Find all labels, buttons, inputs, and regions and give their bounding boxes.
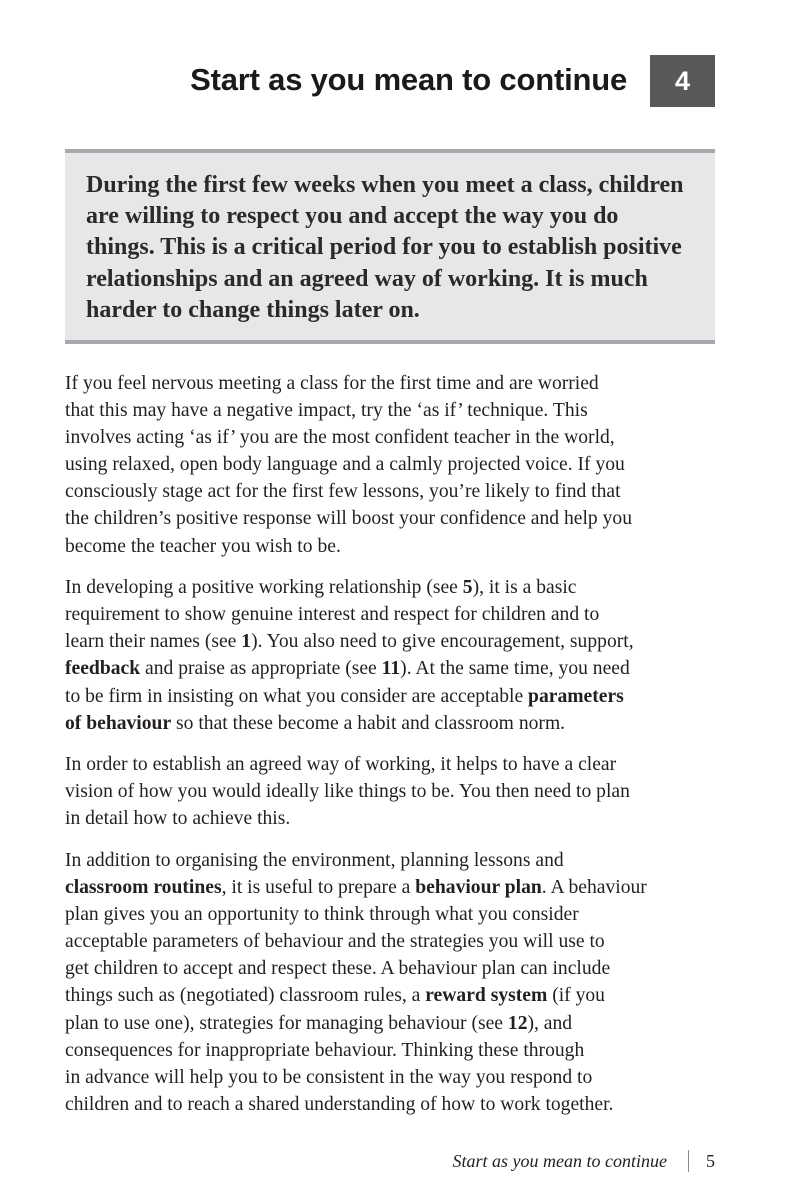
footer-divider (688, 1150, 689, 1172)
page-footer (453, 1148, 715, 1174)
text-line: to be firm in insisting on what you consider are acceptable parameters (65, 685, 624, 707)
text-line: If you feel nervous meeting a class for the first time and are worried (65, 373, 599, 394)
text-line: In addition to organising the environment, planning lessons and (65, 850, 564, 871)
text-line: that this may have a negative impact, try the ‘as if’ technique. This (65, 400, 588, 422)
text-line: vision of how you would ideally like things to be. You then need to plan (65, 781, 630, 803)
glossary-term: classroom routines (65, 877, 222, 899)
text-line: children and to reach a shared understanding of how to work together. (65, 1093, 614, 1115)
callout-line: are willing to respect you and accept the way you do (86, 203, 619, 230)
text-line: in detail how to achieve this. (65, 808, 291, 830)
glossary-term: of behaviour (65, 712, 172, 734)
text-line: the children’s positive response will boost your confidence and help you (65, 508, 633, 530)
text-line: plan to use one), strategies for managing behaviour (see 12), and (65, 1012, 573, 1034)
text-line: using relaxed, open body language and a calmly projected voice. If you (65, 454, 625, 476)
text-line: requirement to show genuine interest and respect for children and to (65, 604, 600, 626)
text-line: classroom routines, it is useful to prepare a behaviour plan. A behaviour (65, 877, 647, 899)
glossary-term: reward system (425, 985, 548, 1007)
body-text (65, 370, 725, 1132)
callout-line: harder to change things later on. (86, 296, 420, 323)
callout-box (65, 149, 715, 344)
text-line: get children to accept and respect these. A behaviour plan can include (65, 958, 611, 980)
running-title: Start as you mean to continue (452, 1151, 667, 1171)
paragraph-behaviour-plan (65, 847, 725, 1118)
glossary-term: parameters (528, 685, 624, 707)
glossary-term: feedback (65, 658, 141, 680)
paragraph-as-if-technique (65, 370, 725, 560)
callout-line: things. This is a critical period for you to establish positive (86, 234, 682, 261)
chapter-title: Start as you mean to continue (190, 62, 627, 97)
page-number: 5 (706, 1151, 715, 1171)
text-line: In order to establish an agreed way of working, it helps to have a clear (65, 754, 617, 776)
text-line: In developing a positive working relationship (see 5), it is a basic (65, 577, 577, 599)
callout-line: relationships and an agreed way of working. It is much (86, 265, 648, 292)
cross-reference: 1 (241, 631, 252, 653)
cross-reference: 5 (462, 577, 473, 599)
text-line: things such as (negotiated) classroom rules, a reward system (if you (65, 985, 605, 1007)
text-line: learn their names (see 1). You also need to give encouragement, support, (65, 631, 634, 653)
text-line: in advance will help you to be consistent in the way you respond to (65, 1066, 593, 1088)
cross-reference: 12 (507, 1012, 528, 1034)
text-line: plan gives you an opportunity to think through what you consider (65, 904, 579, 926)
text-line: involves acting ‘as if’ you are the most confident teacher in the world, (65, 427, 615, 449)
text-line: feedback and praise as appropriate (see 11). At the same time, you need (65, 658, 630, 680)
callout-text (86, 170, 706, 326)
glossary-term: behaviour plan (415, 877, 542, 899)
paragraph-agreed-way (65, 751, 725, 832)
text-line: of behaviour so that these become a habit and classroom norm. (65, 712, 566, 734)
callout-line: During the first few weeks when you meet a class, children (86, 172, 684, 198)
paragraph-working-relationship (65, 574, 725, 737)
text-line: acceptable parameters of behaviour and the strategies you will use to (65, 931, 605, 953)
text-line: become the teacher you wish to be. (65, 535, 341, 557)
text-line: consciously stage act for the first few lessons, you’re likely to find that (65, 481, 621, 503)
text-line: consequences for inappropriate behaviour. Thinking these through (65, 1039, 585, 1061)
chapter-number-badge: 4 (650, 55, 715, 107)
cross-reference: 11 (381, 658, 401, 680)
